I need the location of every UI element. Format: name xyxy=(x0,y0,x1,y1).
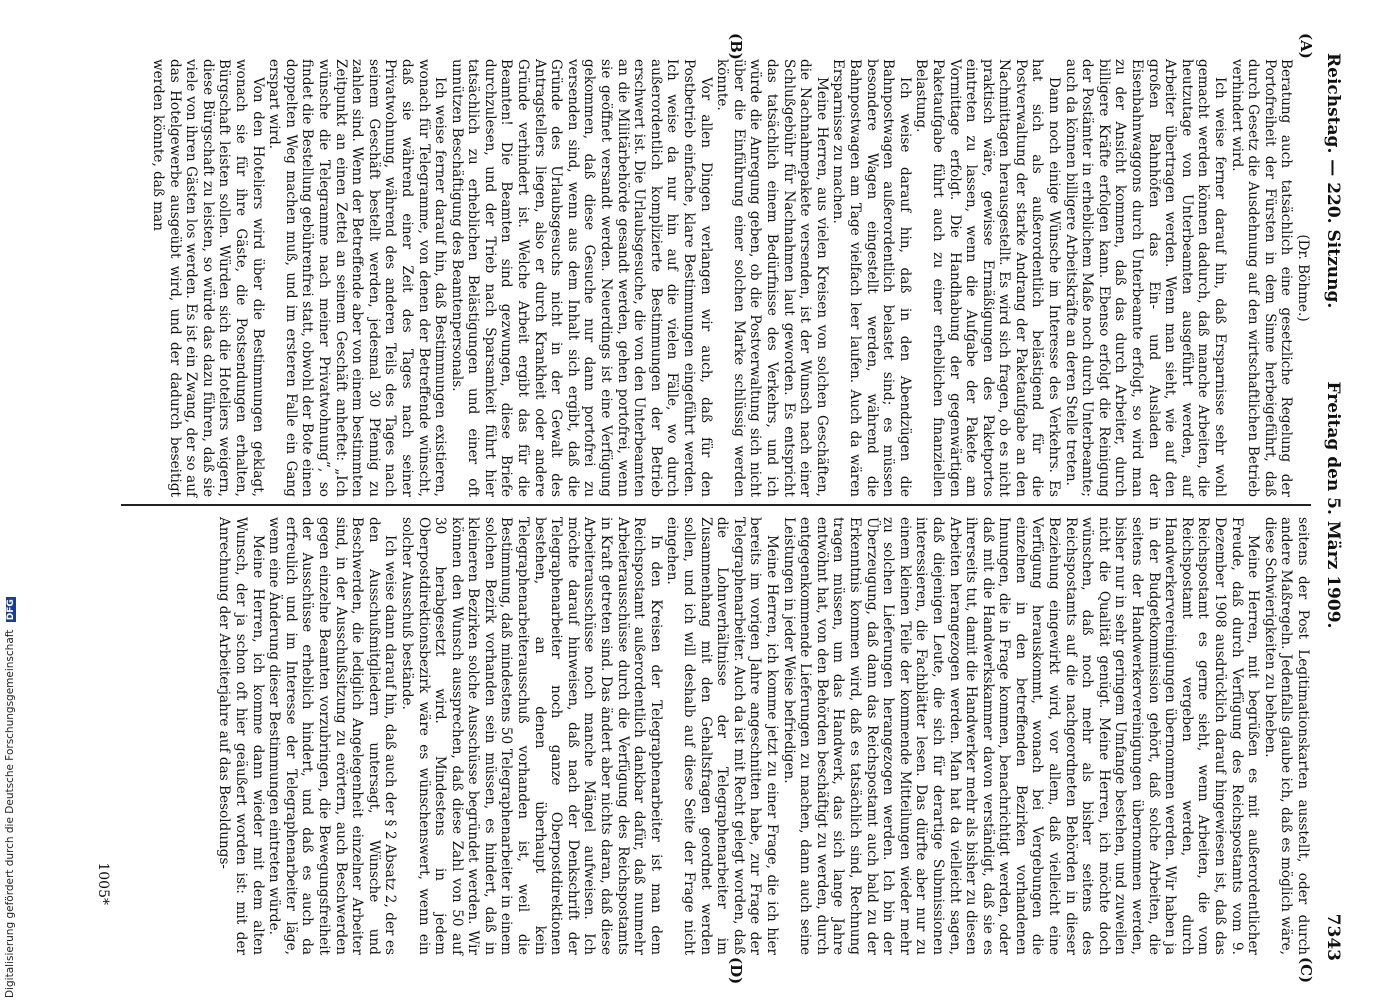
margin-marker-b: (B) xyxy=(727,33,745,60)
speaker-label: (Dr. Böhme.) xyxy=(1295,234,1311,322)
paragraph: Meine Herren, ich komme dann wieder mit dem alten Wunsch, der ja schon oft hier geäußert worden ist: mit der Anrechnung der Arbeiterjahre auf das Besoldungs- xyxy=(216,517,266,955)
paragraph: Ich weise dann darauf hin, daß auch der § 2 Absatz 2, der es den Ausschußmitgliedern untersagt, Wünsche und Beschwerden, die lediglich Angelegenheit einzelner Arbeiter sind, in der Ausschußsitzung zu erörtern, auch Beschwerden gegen einzelne Beamten vorzubringen, die Bewegungsfreiheit der Ausschüsse erheblich hindert, und daß es auch da erfreulich und im Interesse der Telegraphenarbeiter läge, wenn eine Änderung dieser Bestimmungen eintreten würde. xyxy=(266,517,399,955)
margin-marker-a: (A) xyxy=(1297,33,1315,59)
paragraph: Von den Hoteliers wird über die Bestimmungen geklagt, wonach sie für ihre Gäste, die Postsendungen erhalten, Bürgschaft leisten sollen. Würden sich die Hoteliers weigern, diese Bürgschaft zu leisten, so würde das dazu führen, daß sie viele von ihren Gästen los werden. Es ist ein Zwang, der so auf das Hotelgewerbe ausgeübt wird, und der dadurch beseitigt werden könnte, daß man xyxy=(150,59,266,497)
page-number: 7343 xyxy=(1323,913,1343,961)
paragraph: Meine Herren, aus vielen Kreisen von solchen Geschäften, die Nachnahmepakete versenden, ist der Wunsch nach einer Schlußgebühr für Nachnahmen laut geworden. Es entspricht das tatsächlich einem Bedürfnisse des Verkehrs, und ich würde die Anregung geben, ob die Postverwaltung sich nicht über die Einführung einer solchen Marke schlüssig werden könnte. xyxy=(714,59,830,497)
paragraph: Ich weise darauf hin, daß in den Abendzügen die Bahnpostwagen außerordentlich belastet sind; es müssen besondere Wagen eingestellt werden, während die Bahnpostwagen am Tage vielfach leer laufen. Auch da wären Ersparnisse zu machen. xyxy=(830,59,913,497)
paragraph: Meine Herren, ich komme jetzt zu einer Frage, die ich hier bereits im vorigen Jahre angeschnitten habe, zur Frage der Telegraphenarbeiter. Auch da ist mit Recht gelegt worden, daß die Lohnverhältnisse der Telegraphenarbeiter im Zusammenhang mit den Gehaltsfragen geordnet werden sollen, und ich will deshalb auf diese Seite der Frage nicht eingehen. xyxy=(664,517,780,955)
paragraph: Vor allen Dingen verlangen wir auch, daß für den Postbetrieb einfache, klare Bestimmungen eingeführt werden. Ich weise da nur hin auf die vielen Fälle, wo durch außerordentlich komplizierte Bestimmungen der Betrieb erschwert ist. Die Urlaubsgesuche, die von den Unterbeamten an die Militärbehörde gesandt werden, gehen portofrei, wenn sie geöffnet versandt werden. Neuerdings ist eine Verfügung gekommen, daß diese Gesuche nur dann portofrei zu versenden sind, wenn aus dem Inhalt sich ergibt, daß die Gründe des Urlaubsgesuchs nicht in der Gewalt des Antragstellers liegen, also er durch Krankheit oder andere Gründe verhindert ist. Welche Arbeit ergibt das für die Beamten! Die Beamten sind gezwungen, diese Briefe durchzulesen, und der Trieb nach Sparsamkeit führt hier tatsächlich zu erheblichen Belästigungen und einer oft unnützen Beschäftigung des Beamtenpersonals. xyxy=(448,59,714,497)
digitization-credit xyxy=(4,3,18,998)
margin-marker-d: (D) xyxy=(727,957,745,985)
margin-marker-c: (C) xyxy=(1297,957,1315,984)
dfg-logo: DFG xyxy=(6,599,16,621)
header-date: Freitag den 5. März 1909. xyxy=(1323,381,1343,629)
column-divider xyxy=(121,504,1311,506)
header-title: Reichstag. — 220. Sitzung. xyxy=(1323,53,1343,309)
rotated-page xyxy=(75,33,1345,985)
paragraph: Beratung auch tatsächlich eine gesetzliche Regelung der Portofreiheit der Fürsten in dem Sinne herbeigeführt, daß durch Gesetz die Ausdehnung auf den wirtschaftlichen Betrieb verhindert wird. xyxy=(1228,59,1295,497)
right-column xyxy=(216,517,1311,955)
credit-text: Digitalisierung gefördert durch die Deutsche Forschungsgemeinschaft xyxy=(4,629,16,998)
page-header xyxy=(1319,45,1345,965)
paragraph: Ich weise ferner darauf hin, daß Bestimmungen existieren, wonach für Telegramme, von denen der Betreffende wünscht, daß sie während einer Zeit des Tages nach seiner Privatwohnung, während des anderen Teils des Tages nach seinem Geschäft bestellt werden, jedesmal 30 Pfennig zu zahlen sind. Wenn der Betreffende aber von einem bestimmten Zeitpunkt an einen Zettel an seinem Geschäft anheftet: „Ich wünsche die Telegramme nach meiner Privatwohnung“, so findet die Bestellung gebührenfrei statt, obwohl der Bote einen doppelten Weg machen muß, und im ersteren Falle ein Gang erspart wird. xyxy=(266,59,449,497)
sheet-signature: 1005* xyxy=(95,862,111,905)
paragraph: seitens der Post Legitimationskarten ausstellt, oder durch andere Maßregeln. Jedenfalls glaube ich, daß es möglich wäre, diese Schwierigkeiten zu beheben. xyxy=(1261,517,1311,955)
left-column xyxy=(149,59,1311,497)
paragraph: Ich weise ferner darauf hin, daß Ersparnisse sehr wohl gemacht werden können dadurch, daß manche Arbeiten, die heutzutage von Unterbeamten ausgeführt werden, auf Arbeiter übertragen werden. Wenn man sieht, wie auf den großen Bahnhöfen das Ein- und Ausladen der Eisenbahnwaggons durch Unterbeamte erfolgt, so wird man zu der Ansicht kommen, daß das durch Arbeiter, durch billigere Kräfte erfolgen kann. Ebenso erfolgt die Reinigung der Postämter in erheblichem Maße noch durch Unterbeamte; auch da können billigere Arbeitskräfte an deren Stelle treten. xyxy=(1062,59,1229,497)
paragraph: Meine Herren, mit begrüßen es mit außerordentlicher Freude, daß durch Verfügung des Reichspostamts vom 9. Dezember 1908 ausdrücklich darauf hingewiesen ist, daß das Reichspostamt es gerne sieht, wenn Arbeiten, die vom Reichspostamt vergeben werden, durch Handwerkervereinigungen übernommen werden. Wir haben ja in der Budgetkommission gehört, daß solche Arbeiten, die seitens der Handwerkervereinigungen übernommen werden, bisher nur in sehr geringem Umfange bestehen, und zuweilen nicht die Qualität genügt. Meine Herren, ich möchte doch wünschen, daß noch mehr als bisher seitens des Reichspostamts auf die nachgeordneten Behörden in dieser Beziehung eingewirkt wird, vor allem, daß vielleicht eine Verfügung herauskommt, wonach bei Vergebungen die einzelnen in den betreffenden Bezirken vorhandenen Innungen, die in Frage kommen, benachrichtigt werden, oder daß mit die Handwerkskammer davon verständigt, daß sie es ihrerseits tut, damit die Handwerker mehr als bisher zu diesen Arbeiten herangezogen werden. Man hat da vielleicht sagen, daß diejenigen Leute, die sich für derartige Submissionen interessieren, die Fachblätter lesen. Das dürfte aber nur zu einem kleinen Teile der kommende Mitteilungen wieder mehr zu solchen Lieferungen herangezogen werden. Ich bin der Überzeugung, daß dann das Reichspostamt auch bald zu der Erkenntnis kommen wird, daß es tatsächlich sind, Rechnung tragen müssen, um das Handwerk, das sich lange Jahre entwöhnt hat, von den Behörden beschäftigt zu werden, durch entgegenkommende Lieferungen zu machen, dann auch seine Leistungen in jeder Weise befriedigen. xyxy=(780,517,1262,955)
paragraph: Dann noch einige Wünsche im Interesse des Verkehrs. Es hat sich als außerordentlich belästigend für die Postverwaltung der starke Andrang der Paketaufgabe an den Nachmittagen herausgestellt. Es wird sich fragen, ob es nicht praktisch wäre, gewisse Ermäßigungen des Paketportos eintreten zu lassen, wenn die Aufgabe der Pakete am Vormittage erfolgt. Die Handhabung der gegenwärtigen Paketaufgabe führt auch zu einer erheblichen finanziellen Belastung. xyxy=(913,59,1063,497)
paragraph: In den Kreisen der Telegraphenarbeiter ist man dem Reichspostamt außerordentlich dankbar dafür, daß nunmehr Arbeiterausschüsse durch die Verfügung des Reichspostamts in Kraft getreten sind. Das ändert aber nichts daran, daß diese Arbeiterausschüsse noch manche Mängel aufweisen. Ich möchte darauf hinweisen, daß nach der Denkschrift der Telegraphenarbeiter noch ganze Oberpostdirektionen bestehen, an denen überhaupt kein Telegraphenarbeiterausschuß vorhanden ist, weil die Bestimmung, daß mindestens 50 Telegraphenarbeiter in einem solchen Bezirk vorhanden sein müssen, es hindert, daß in kleineren Bezirken solche Ausschüsse begründet werden. Wir können den Wunsch aussprechen, daß diese Zahl von 50 auf 30 herabgesetzt wird. Mindestens in jedem Oberpostdirektionsbezirk wäre es wünschenswert, wenn ein solcher Ausschuß bestände. xyxy=(398,517,664,955)
